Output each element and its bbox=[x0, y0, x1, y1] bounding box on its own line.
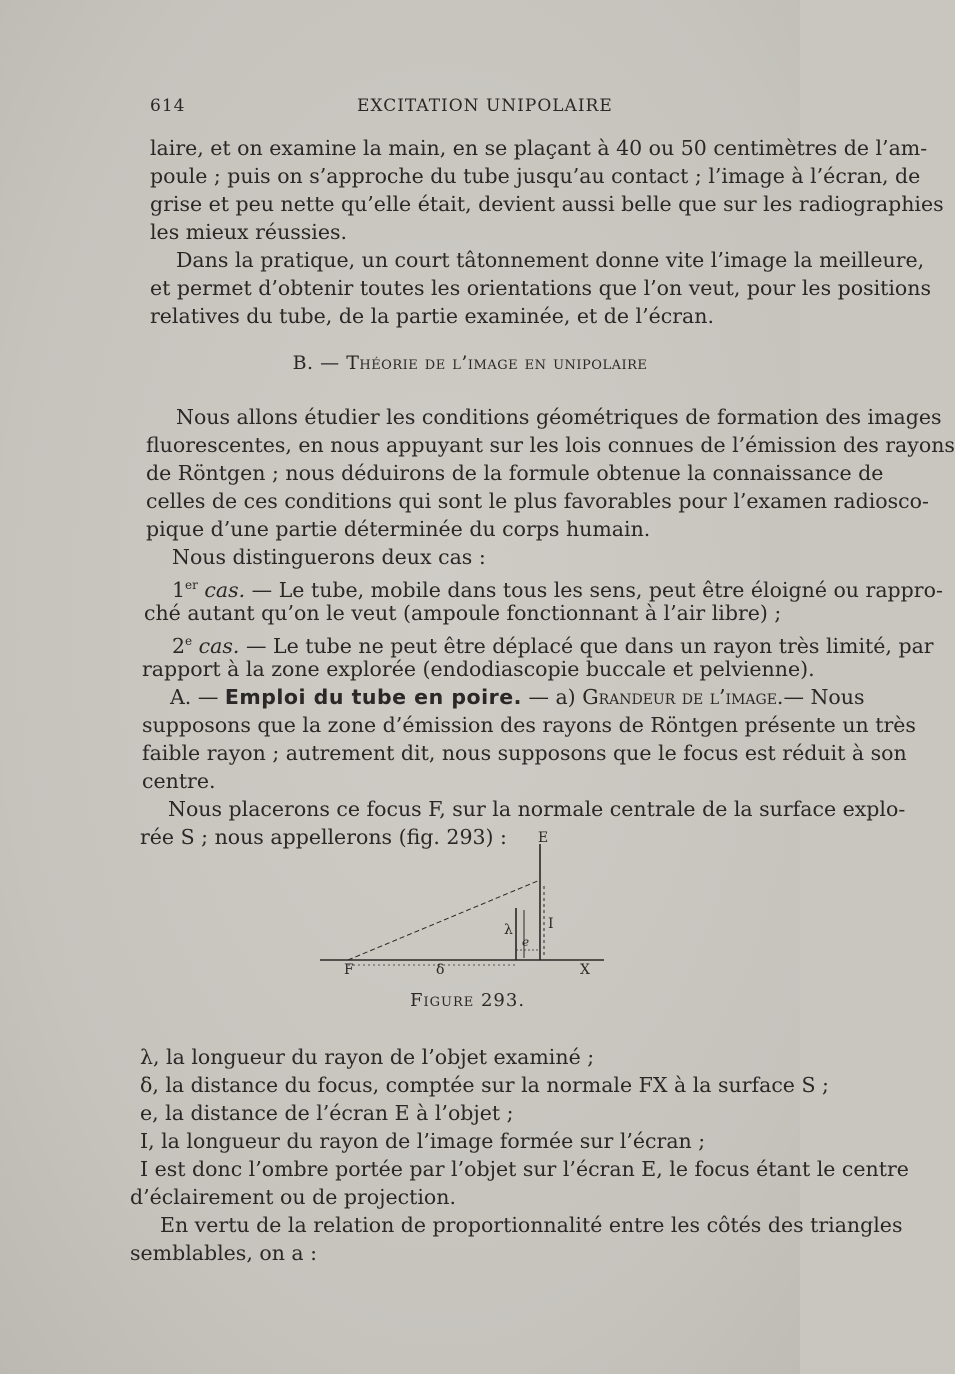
label-X: X bbox=[580, 962, 590, 978]
subsection-text: — Nous bbox=[783, 685, 865, 709]
text-line: relatives du tube, de la partie examinée, et de l’écran. bbox=[150, 304, 714, 328]
subsection-sep: — a) bbox=[521, 685, 583, 709]
running-header bbox=[150, 96, 770, 120]
label-F: F bbox=[344, 962, 354, 978]
text-line: Dans la pratique, un court tâtonnement donne vite l’image la meilleure, bbox=[176, 248, 925, 272]
case-ordinal: er bbox=[185, 578, 198, 592]
figure-caption: Figure 293. bbox=[410, 990, 526, 1011]
subsection-title: Emploi du tube en poire. bbox=[224, 685, 522, 709]
definition-line: λ, la longueur du rayon de l’objet examiné ; bbox=[140, 1045, 595, 1069]
text-line: En vertu de la relation de proportionnalité entre les côtés des triangles bbox=[160, 1213, 903, 1237]
definition-line: I, la longueur du rayon de l’image formée sur l’écran ; bbox=[140, 1129, 706, 1153]
text-line: de Röntgen ; nous déduirons de la formule obtenue la connaissance de bbox=[146, 461, 884, 485]
definition-line: e, la distance de l’écran E à l’objet ; bbox=[140, 1101, 514, 1125]
text-line: fluorescentes, en nous appuyant sur les lois connues de l’émission des rayons bbox=[146, 433, 955, 457]
text-line bbox=[170, 684, 865, 711]
text-line: celles de ces conditions qui sont le plus favorables pour l’examen radiosco- bbox=[146, 489, 929, 513]
text-line: Nous distinguerons deux cas : bbox=[172, 545, 486, 569]
label-lambda: λ bbox=[504, 922, 513, 938]
subsection-subtitle: Grandeur de l’image. bbox=[582, 685, 784, 709]
text-line: centre. bbox=[142, 769, 216, 793]
text-line: semblables, on a : bbox=[130, 1241, 318, 1265]
case-ordinal: e bbox=[185, 634, 193, 648]
section-letter: B. — bbox=[292, 352, 340, 374]
text-line: laire, et on examine la main, en se plaçant à 40 ou 50 centimètres de l’am- bbox=[150, 136, 928, 160]
section-heading bbox=[150, 352, 790, 374]
label-I: I bbox=[548, 916, 554, 932]
case-number: 2 bbox=[172, 633, 186, 658]
definition-line: d’éclairement ou de projection. bbox=[130, 1185, 456, 1209]
case-number: 1 bbox=[172, 577, 186, 602]
running-title: EXCITATION UNIPOLAIRE bbox=[357, 96, 613, 116]
case-text: — Le tube, mobile dans tous les sens, peut être éloigné ou rappro- bbox=[245, 577, 943, 602]
case-label: cas. bbox=[192, 633, 240, 658]
section-title: Théorie de l’image en unipolaire bbox=[346, 352, 648, 374]
figure-293-diagram bbox=[318, 830, 614, 978]
text-line: Nous allons étudier les conditions géométriques de formation des images bbox=[176, 405, 942, 429]
label-delta: δ bbox=[436, 962, 445, 978]
case-label: cas. bbox=[197, 577, 246, 602]
text-line: pique d’une partie déterminée du corps humain. bbox=[146, 517, 651, 541]
text-line: faible rayon ; autrement dit, nous supposons que le focus est réduit à son bbox=[142, 741, 907, 765]
text-line: grise et peu nette qu’elle était, devient aussi belle que sur les radiographies bbox=[150, 192, 944, 216]
text-line: les mieux réussies. bbox=[150, 220, 348, 244]
case-text: — Le tube ne peut être déplacé que dans un rayon très limité, par bbox=[239, 633, 934, 658]
projection-ray bbox=[348, 880, 540, 960]
label-E: E bbox=[538, 830, 549, 846]
text-line: rapport à la zone explorée (endodiascopie buccale et pelvienne). bbox=[142, 657, 815, 681]
text-line: rée S ; nous appellerons (fig. 293) : bbox=[140, 825, 507, 849]
page-number: 614 bbox=[150, 96, 186, 116]
text-line: supposons que la zone d’émission des rayons de Röntgen présente un très bbox=[142, 713, 916, 737]
text-line: et permet d’obtenir toutes les orientations que l’on veut, pour les positions bbox=[150, 276, 932, 300]
definition-line: I est donc l’ombre portée par l’objet sur l’écran E, le focus étant le centre bbox=[140, 1157, 909, 1181]
text-line: Nous placerons ce focus F, sur la normale centrale de la surface explo- bbox=[168, 797, 906, 821]
subsection-letter: A. — bbox=[170, 685, 225, 709]
text-line: ché autant qu’on le veut (ampoule fonctionnant à l’air libre) ; bbox=[144, 601, 782, 625]
text-line: poule ; puis on s’approche du tube jusqu’au contact ; l’image à l’écran, de bbox=[150, 164, 921, 188]
definition-line: δ, la distance du focus, comptée sur la normale FX à la surface S ; bbox=[140, 1073, 829, 1097]
label-e: e bbox=[522, 935, 530, 949]
